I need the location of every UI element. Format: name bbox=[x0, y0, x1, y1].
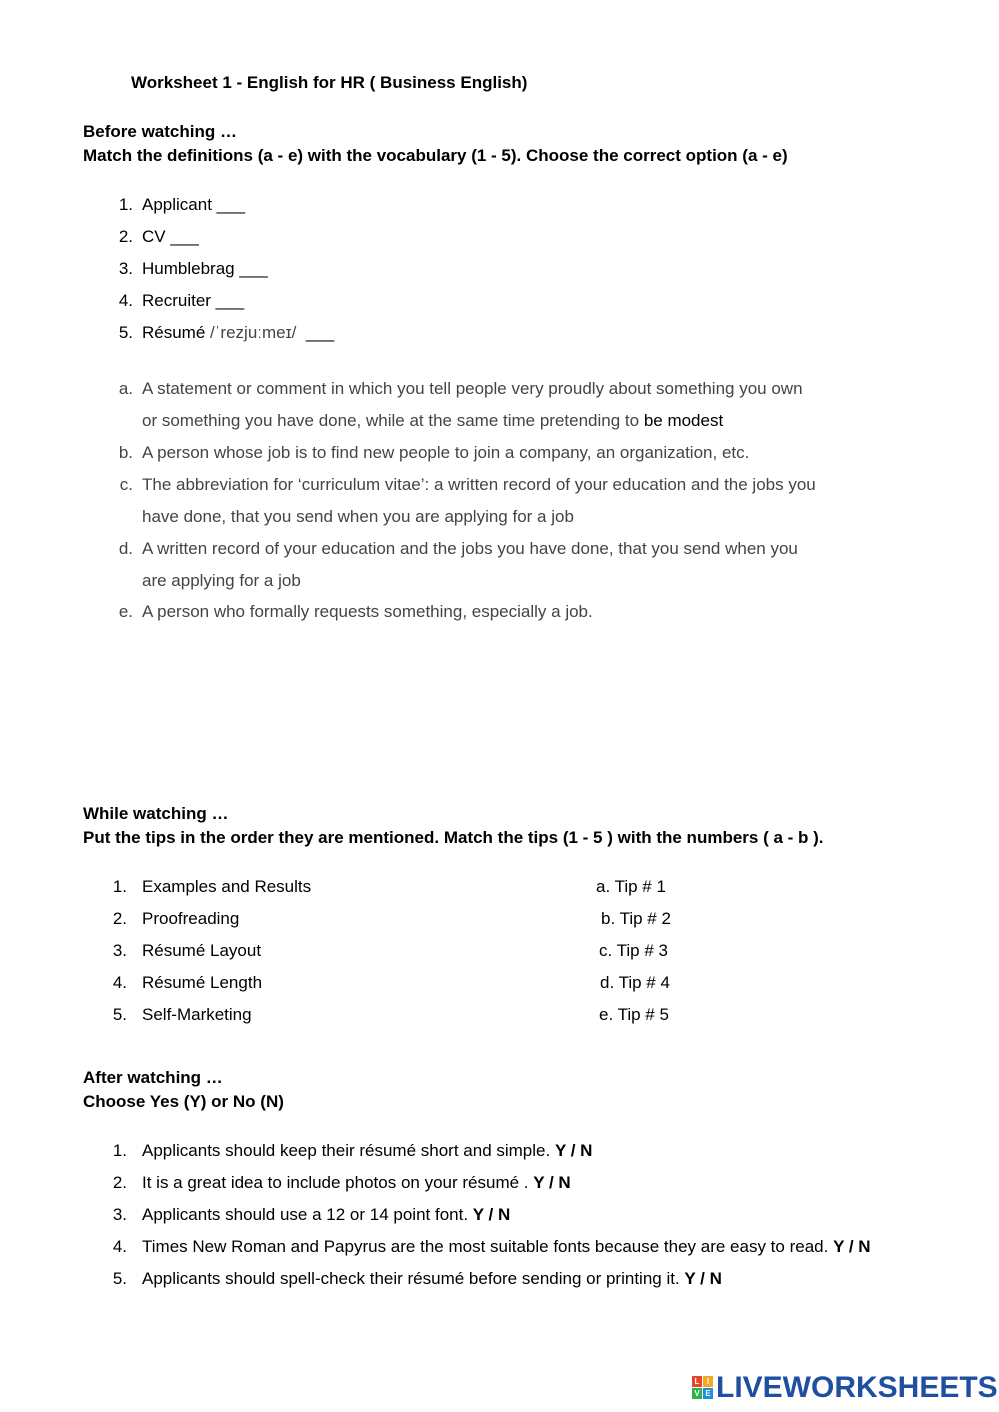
tip-label: b. Tip # 2 bbox=[601, 909, 671, 928]
yes-no-answer[interactable]: Y / N bbox=[684, 1269, 722, 1288]
worksheet-title: Worksheet 1 - English for HR ( Business English) bbox=[131, 73, 528, 92]
logo-mark-icon: L I V E bbox=[692, 1376, 714, 1400]
yes-no-answer[interactable]: Y / N bbox=[472, 1205, 511, 1224]
logo-text: LIVEWORKSHEETS bbox=[716, 1371, 998, 1404]
tip-label: e. Tip # 5 bbox=[599, 1005, 669, 1024]
before-instruction: Match the definitions (a - e) with the vocabulary (1 - 5). Choose the correct option (a - e) bbox=[83, 146, 788, 165]
tip-label: c. Tip # 3 bbox=[599, 941, 668, 960]
after-instruction: Choose Yes (Y) or No (N) bbox=[83, 1092, 284, 1111]
after-heading: After watching … bbox=[83, 1068, 223, 1087]
while-heading: While watching … bbox=[83, 804, 229, 823]
before-heading: Before watching … bbox=[83, 122, 237, 141]
tip-label: d. Tip # 4 bbox=[600, 973, 670, 992]
while-instruction: Put the tips in the order they are mentioned. Match the tips (1 - 5 ) with the numbers ( a - b ). bbox=[83, 828, 824, 847]
yes-no-answer[interactable]: Y / N bbox=[533, 1173, 571, 1192]
yes-no-answer[interactable]: Y / N bbox=[554, 1141, 593, 1160]
liveworksheets-logo[interactable] bbox=[692, 1372, 998, 1404]
yes-no-answer[interactable]: Y / N bbox=[833, 1237, 871, 1256]
tip-label: a. Tip # 1 bbox=[596, 877, 666, 896]
